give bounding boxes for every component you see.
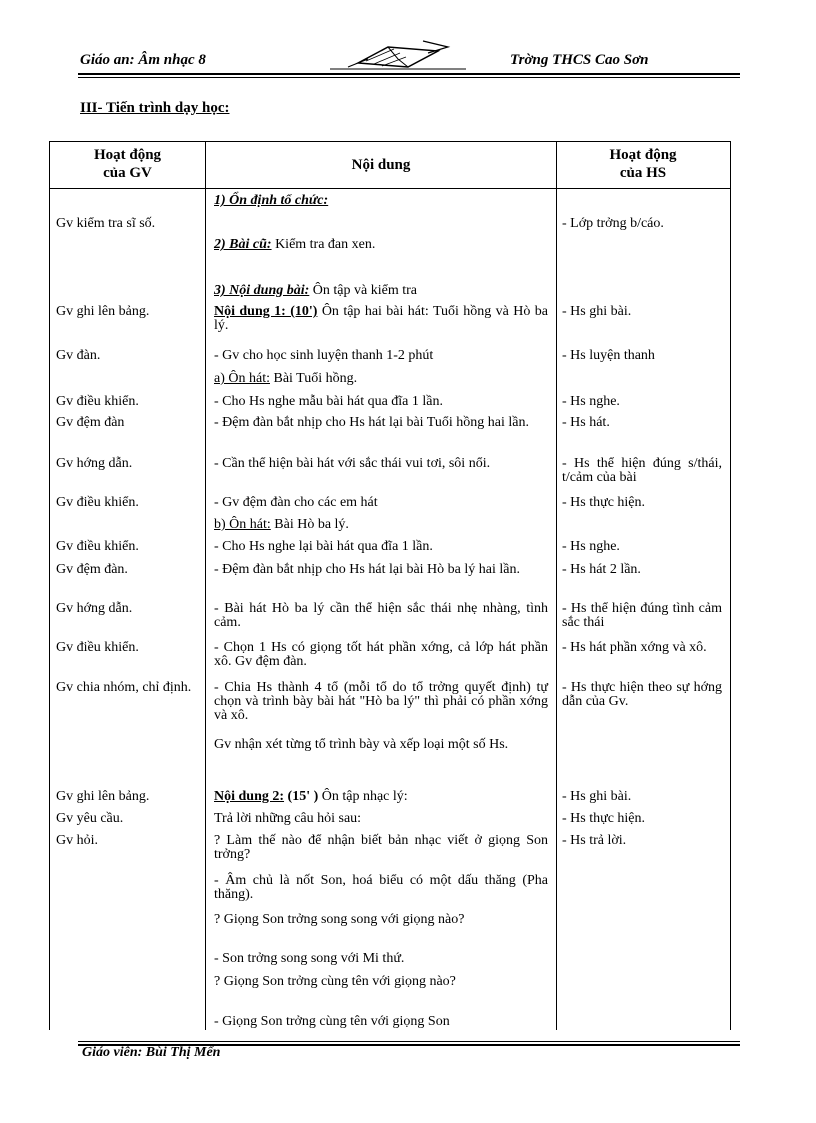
- content-heading: 1) Ổn định tổ chức:: [214, 193, 329, 208]
- content-text: - Cho Hs nghe mẫu bài hát qua đĩa 1 lần.: [214, 394, 444, 409]
- content-text: - Cần thể hiện bài hát với sắc thái vui tơi, sôi nổi.: [214, 456, 491, 471]
- content-text: b) Ôn hát: Bài Hò ba lý.: [214, 517, 349, 532]
- gv-cell: Gv chia nhóm, chỉ định.: [56, 680, 192, 695]
- footer-teacher: Giáo viên: Bùi Thị Mến: [82, 1045, 221, 1060]
- gv-cell: Gv hớng dẫn.: [56, 601, 133, 616]
- content-text: - Giọng Son trởng cùng tên với giọng Son: [214, 1014, 450, 1029]
- content-text: - Gv cho học sinh luyện thanh 1-2 phút: [214, 348, 434, 363]
- header-divider: [50, 188, 730, 189]
- content-text: ? Giọng Son trởng song song với giọng nào?: [214, 912, 465, 927]
- content-text: - Đệm đàn bắt nhịp cho Hs hát lại bài Hò ba lý hai lần.: [214, 562, 520, 577]
- content-heading: 2) Bài cũ: Kiểm tra đan xen.: [214, 237, 376, 252]
- content-text: - Âm chủ là nốt Son, hoá biểu có một dấu thăng (Pha thăng).: [214, 873, 548, 902]
- hs-cell: - Hs thực hiện.: [562, 811, 646, 826]
- hs-cell: - Hs trả lời.: [562, 833, 627, 848]
- content-text: a) Ôn hát: Bài Tuổi hồng.: [214, 371, 358, 386]
- content-text: Nội dung 2: (15' ) Ôn tập nhạc lý:: [214, 789, 408, 804]
- hs-cell: - Hs thực hiện theo sự hớng dẫn của Gv.: [562, 680, 722, 709]
- content-text: - Cho Hs nghe lại bài hát qua đĩa 1 lần.: [214, 539, 433, 554]
- column-divider: [556, 142, 557, 1030]
- content-text: Trả lời những câu hỏi sau:: [214, 811, 362, 826]
- header-right: Trờng THCS Cao Sơn: [510, 52, 649, 68]
- header-rule-thin: [78, 77, 740, 78]
- book-logo-icon: [328, 37, 468, 78]
- content-text: Gv nhận xét từng tổ trình bày và xếp loại một số Hs.: [214, 737, 509, 752]
- lesson-table: [49, 141, 731, 1030]
- header-gv: Hoạt động của GV: [93, 147, 162, 181]
- gv-cell: Gv yêu cầu.: [56, 811, 124, 826]
- hs-cell: - Hs luyện thanh: [562, 348, 655, 363]
- hs-cell: - Hs thể hiện đúng s/thái, t/cảm của bài: [562, 456, 722, 485]
- column-divider: [205, 142, 206, 1030]
- hs-cell: - Hs hát.: [562, 415, 610, 430]
- hs-cell: - Hs nghe.: [562, 394, 620, 409]
- hs-cell: - Hs ghi bài.: [562, 304, 632, 319]
- gv-cell: Gv hỏi.: [56, 833, 98, 848]
- gv-cell: Gv điều khiển.: [56, 495, 139, 510]
- content-text: - Bài hát Hò ba lý cần thể hiện sắc thái nhẹ nhàng, tình cảm.: [214, 601, 548, 630]
- header-left: Giáo an: Âm nhạc 8: [80, 52, 206, 68]
- hs-cell: - Hs thể hiện đúng tình cảm sắc thái: [562, 601, 722, 630]
- hs-cell: - Hs ghi bài.: [562, 789, 632, 804]
- gv-cell: Gv đệm đàn: [56, 415, 125, 430]
- hs-cell: - Hs hát phần xớng và xô.: [562, 640, 707, 655]
- content-text: ? Làm thế nào để nhận biết bản nhạc viết ở giọng Son trởng?: [214, 833, 548, 862]
- header-hs: Hoạt động của HS: [609, 147, 677, 181]
- gv-cell: Gv kiểm tra sĩ số.: [56, 216, 156, 231]
- content-text: - Chọn 1 Hs có giọng tốt hát phần xớng, cả lớp hát phần xô. Gv đệm đàn.: [214, 640, 548, 669]
- hs-cell: - Hs thực hiện.: [562, 495, 646, 510]
- gv-cell: Gv ghi lên bảng.: [56, 304, 150, 319]
- gv-cell: Gv điều khiển.: [56, 640, 139, 655]
- gv-cell: Gv ghi lên bảng.: [56, 789, 150, 804]
- gv-cell: Gv điều khiển.: [56, 539, 139, 554]
- content-text: - Chia Hs thành 4 tổ (mỗi tổ do tổ trởng quyết định) tự chọn và trình bày bài hát "Hò ba lý" thì phải có phần xớng và xô.: [214, 680, 548, 723]
- content-text: - Son trởng song song với Mi thứ.: [214, 951, 405, 966]
- content-text: - Đệm đàn bắt nhịp cho Hs hát lại bài Tuổi hồng hai lần.: [214, 415, 529, 430]
- gv-cell: Gv đệm đàn.: [56, 562, 128, 577]
- hs-cell: - Lớp trởng b/cáo.: [562, 216, 664, 231]
- header-rule: [78, 73, 740, 75]
- content-text: ? Giọng Son trởng cùng tên với giọng nào?: [214, 974, 456, 989]
- section-title: III- Tiến trình dạy học:: [80, 100, 230, 116]
- gv-cell: Gv đàn.: [56, 348, 101, 363]
- hs-cell: - Hs nghe.: [562, 539, 620, 554]
- hs-cell: - Hs hát 2 lần.: [562, 562, 641, 577]
- gv-cell: Gv hớng dẫn.: [56, 456, 133, 471]
- footer-rule-thin: [78, 1041, 740, 1042]
- gv-cell: Gv điều khiển.: [56, 394, 139, 409]
- header-content: Nội dung: [351, 157, 411, 173]
- content-text: Nội dung 1: (10') Ôn tập hai bài hát: Tuổi hồng và Hò ba lý.: [214, 304, 549, 333]
- content-heading: 3) Nội dung bài: Ôn tập và kiểm tra: [214, 283, 417, 298]
- content-text: - Gv đệm đàn cho các em hát: [214, 495, 378, 510]
